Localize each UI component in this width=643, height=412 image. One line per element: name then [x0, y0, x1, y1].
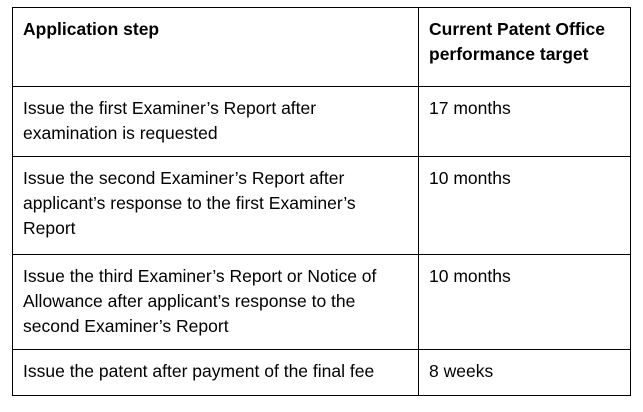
cell-application-step: Issue the third Examiner’s Report or Notice of Allowance after applicant’s response to the second Examiner’s Report [13, 255, 419, 350]
cell-application-step: Issue the first Examiner’s Report after examination is requested [13, 87, 419, 157]
cell-performance-target: 10 months [419, 255, 631, 350]
table-row [13, 157, 631, 255]
header-application-step: Application step [13, 8, 419, 87]
performance-target-table [12, 7, 631, 396]
header-performance-target: Current Patent Office performance target [419, 8, 631, 87]
cell-performance-target: 10 months [419, 157, 631, 255]
table-row [13, 87, 631, 157]
table-header-row [13, 8, 631, 87]
cell-performance-target: 17 months [419, 87, 631, 157]
cell-application-step: Issue the second Examiner’s Report after applicant’s response to the first Examiner’s Report [13, 157, 419, 255]
table-row [13, 350, 631, 396]
cell-application-step: Issue the patent after payment of the final fee [13, 350, 419, 396]
cell-performance-target: 8 weeks [419, 350, 631, 396]
table-row [13, 255, 631, 350]
